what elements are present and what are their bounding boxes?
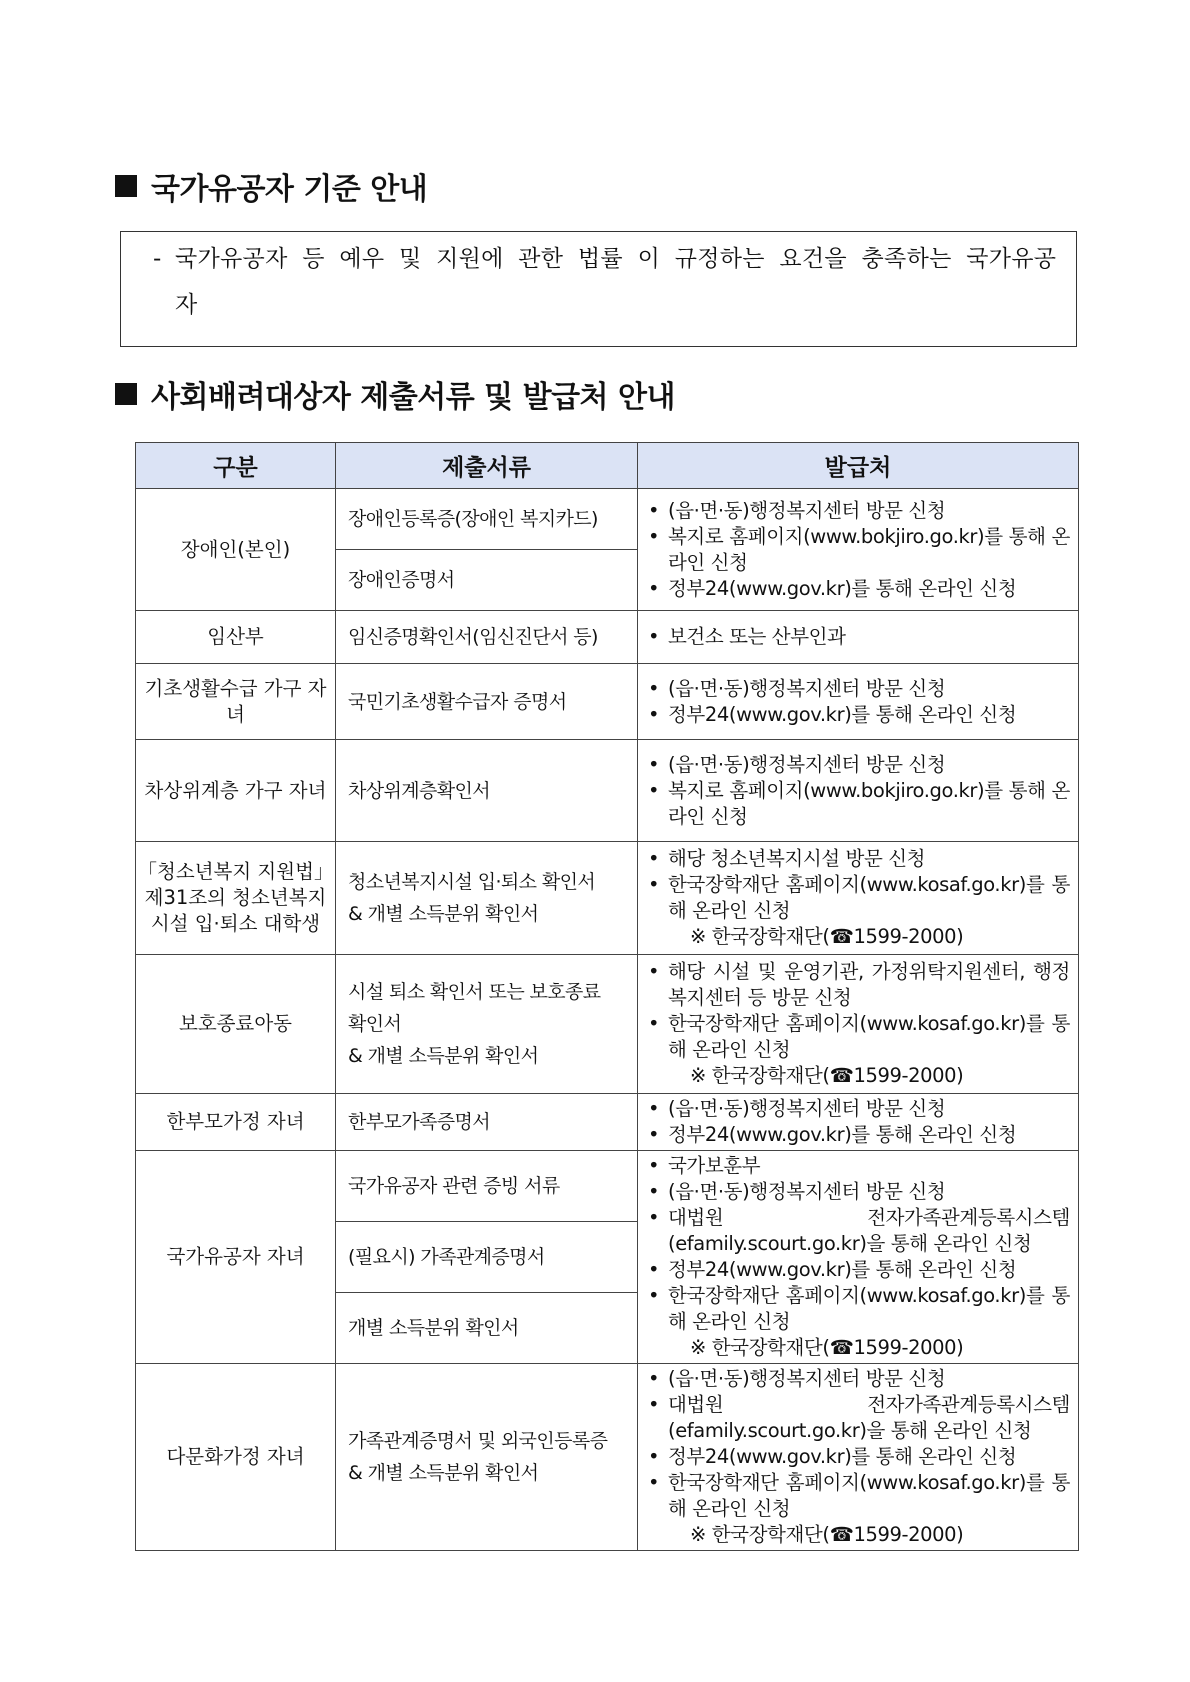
table-row bbox=[136, 1094, 1079, 1151]
document-line: 시설 퇴소 확인서 또는 보호종료 bbox=[348, 981, 601, 1003]
veterans-criteria-text: 국가유공자 등 예우 및 지원에 관한 법률 이 규정하는 요건을 충족하는 국가유공자 bbox=[175, 246, 1057, 318]
document-cell: 장애인증명서 bbox=[336, 550, 638, 611]
document-cell: 장애인등록증(장애인 복지카드) bbox=[336, 489, 638, 550]
category-cell: 국가유공자 자녀 bbox=[136, 1151, 336, 1364]
document-line: 확인서 bbox=[348, 1013, 402, 1035]
document-line: 청소년복지시설 입·퇴소 확인서 bbox=[348, 871, 596, 893]
table-row bbox=[136, 611, 1079, 664]
issuer-item: • 복지로 홈페이지(www.bokjiro.go.kr)를 통해 온라인 신청 bbox=[648, 524, 1070, 576]
issuer-cell bbox=[638, 842, 1079, 955]
issuer-item: • 정부24(www.gov.kr)를 통해 온라인 신청 bbox=[648, 1257, 1070, 1283]
dash-marker: - bbox=[153, 246, 162, 272]
issuer-item: • 국가보훈부 bbox=[648, 1153, 1070, 1179]
document-line: & 개별 소득분위 확인서 bbox=[348, 903, 539, 925]
issuer-item: • 해당 청소년복지시설 방문 신청 bbox=[648, 846, 1070, 872]
issuer-item: • 한국장학재단 홈페이지(www.kosaf.go.kr)를 통해 온라인 신청 bbox=[648, 1470, 1070, 1522]
document-line: & 개별 소득분위 확인서 bbox=[348, 1045, 539, 1067]
document-cell: 차상위계층확인서 bbox=[336, 740, 638, 842]
table-row bbox=[136, 664, 1079, 740]
issuer-item: • 한국장학재단 홈페이지(www.kosaf.go.kr)를 통해 온라인 신청 bbox=[648, 1011, 1070, 1063]
category-cell: 차상위계층 가구 자녀 bbox=[136, 740, 336, 842]
document-cell: 개별 소득분위 확인서 bbox=[336, 1293, 638, 1364]
document-line: & 개별 소득분위 확인서 bbox=[348, 1462, 539, 1484]
issuer-item: • 정부24(www.gov.kr)를 통해 온라인 신청 bbox=[648, 702, 1070, 728]
table-row bbox=[136, 955, 1079, 1094]
issuer-item: • (읍·면·동)행정복지센터 방문 신청 bbox=[648, 1179, 1070, 1205]
header-category: 구분 bbox=[136, 443, 336, 489]
issuer-item: • (읍·면·동)행정복지센터 방문 신청 bbox=[648, 752, 1070, 778]
table-row bbox=[136, 740, 1079, 842]
document-cell bbox=[336, 1364, 638, 1551]
issuer-item: • (읍·면·동)행정복지센터 방문 신청 bbox=[648, 1366, 1070, 1392]
issuer-item: • (읍·면·동)행정복지센터 방문 신청 bbox=[648, 498, 1070, 524]
category-cell: 장애인(본인) bbox=[136, 489, 336, 611]
phone-note: ※ 한국장학재단(☎1599-2000) bbox=[690, 1523, 964, 1546]
issuer-item: • 보건소 또는 산부인과 bbox=[648, 624, 1070, 650]
issuer-cell bbox=[638, 664, 1079, 740]
section-heading-documents bbox=[115, 372, 675, 416]
document-cell: 한부모가족증명서 bbox=[336, 1094, 638, 1151]
document-cell: 국가유공자 관련 증빙 서류 bbox=[336, 1151, 638, 1222]
table-header-row bbox=[136, 443, 1079, 489]
veterans-criteria-box bbox=[120, 231, 1077, 347]
table-row bbox=[136, 1151, 1079, 1222]
issuer-item: • 한국장학재단 홈페이지(www.kosaf.go.kr)를 통해 온라인 신청 bbox=[648, 872, 1070, 924]
issuer-item: • (읍·면·동)행정복지센터 방문 신청 bbox=[648, 676, 1070, 702]
document-cell: 국민기초생활수급자 증명서 bbox=[336, 664, 638, 740]
issuer-cell bbox=[638, 1151, 1079, 1364]
document-cell bbox=[336, 842, 638, 955]
table-row bbox=[136, 1364, 1079, 1551]
issuer-cell bbox=[638, 740, 1079, 842]
issuer-item: • 정부24(www.gov.kr)를 통해 온라인 신청 bbox=[648, 1444, 1070, 1470]
issuer-cell bbox=[638, 955, 1079, 1094]
issuer-item: • (읍·면·동)행정복지센터 방문 신청 bbox=[648, 1096, 1070, 1122]
document-cell: (필요시) 가족관계증명서 bbox=[336, 1222, 638, 1293]
header-documents: 제출서류 bbox=[336, 443, 638, 489]
table-row bbox=[136, 489, 1079, 550]
issuer-item: • 해당 시설 및 운영기관, 가정위탁지원센터, 행정복지센터 등 방문 신청 bbox=[648, 959, 1070, 1011]
issuer-item: • 정부24(www.gov.kr)를 통해 온라인 신청 bbox=[648, 576, 1070, 602]
section-title: 사회배려대상자 제출서류 및 발급처 안내 bbox=[151, 380, 675, 415]
category-cell: 한부모가정 자녀 bbox=[136, 1094, 336, 1151]
category-cell: 보호종료아동 bbox=[136, 955, 336, 1094]
black-square-icon bbox=[115, 383, 137, 405]
issuer-cell bbox=[638, 1094, 1079, 1151]
issuer-item: • 대법원 전자가족관계등록시스템 (efamily.scourt.go.kr)을 통해 온라인 신청 bbox=[648, 1392, 1070, 1444]
phone-note: ※ 한국장학재단(☎1599-2000) bbox=[690, 1336, 964, 1359]
issuer-cell bbox=[638, 489, 1079, 611]
category-cell: 기초생활수급 가구 자녀 bbox=[136, 664, 336, 740]
issuer-item: • 대법원 전자가족관계등록시스템 (efamily.scourt.go.kr)을 통해 온라인 신청 bbox=[648, 1205, 1070, 1257]
black-square-icon bbox=[115, 175, 137, 197]
section-title: 국가유공자 기준 안내 bbox=[151, 172, 428, 207]
issuer-item: • 한국장학재단 홈페이지(www.kosaf.go.kr)를 통해 온라인 신청 bbox=[648, 1283, 1070, 1335]
issuer-cell bbox=[638, 1364, 1079, 1551]
issuer-cell bbox=[638, 611, 1079, 664]
phone-note: ※ 한국장학재단(☎1599-2000) bbox=[690, 1064, 964, 1087]
category-cell: 다문화가정 자녀 bbox=[136, 1364, 336, 1551]
table-row bbox=[136, 842, 1079, 955]
documents-table bbox=[135, 442, 1079, 1551]
phone-note: ※ 한국장학재단(☎1599-2000) bbox=[690, 925, 964, 948]
document-line: 가족관계증명서 및 외국인등록증 bbox=[348, 1430, 608, 1452]
document-cell: 임신증명확인서(임신진단서 등) bbox=[336, 611, 638, 664]
header-issuer: 발급처 bbox=[638, 443, 1079, 489]
issuer-item: • 복지로 홈페이지(www.bokjiro.go.kr)를 통해 온라인 신청 bbox=[648, 778, 1070, 830]
category-cell: 「청소년복지 지원법」제31조의 청소년복지시설 입·퇴소 대학생 bbox=[136, 842, 336, 955]
document-cell bbox=[336, 955, 638, 1094]
section-heading-veterans bbox=[115, 164, 427, 208]
category-cell: 임산부 bbox=[136, 611, 336, 664]
issuer-item: • 정부24(www.gov.kr)를 통해 온라인 신청 bbox=[648, 1122, 1070, 1148]
